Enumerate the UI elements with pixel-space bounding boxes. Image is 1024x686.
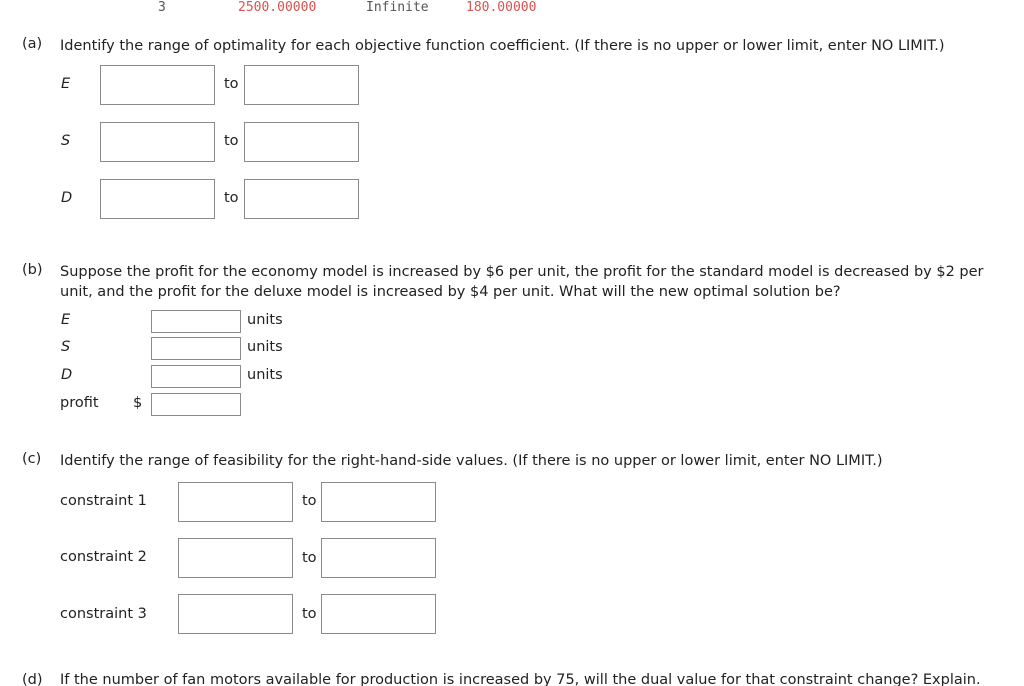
part-b-label: (b) (22, 262, 43, 278)
part-a-d-lower-input[interactable] (100, 179, 215, 219)
part-a-e-lower-input[interactable] (100, 65, 215, 105)
part-b-question-line2: unit, and the profit for the deluxe model is increased by $4 per unit. What will the new optimal solution be? (60, 284, 841, 300)
part-c-constraint-2-lower-input[interactable] (178, 538, 293, 578)
part-c-label: (c) (22, 451, 42, 467)
part-a-var-s: S (61, 133, 71, 149)
part-c-constraint-1-to: to (302, 493, 317, 509)
part-c-constraint-3-lower-input[interactable] (178, 594, 293, 634)
part-a-d-upper-input[interactable] (244, 179, 359, 219)
part-b-currency-sign: $ (133, 395, 143, 411)
part-b-profit-label: profit (60, 395, 99, 411)
part-d-question: If the number of fan motors available for production is increased by 75, will the dual value for that constraint change? Explain. (60, 672, 981, 686)
part-c-constraint-2-upper-input[interactable] (321, 538, 436, 578)
top-row-value-4: 180.00000 (466, 0, 537, 15)
part-b-e-input[interactable] (151, 310, 241, 333)
part-d-cut-container (0, 670, 1024, 686)
part-a-var-d: D (61, 190, 73, 206)
part-c-constraint-3-to: to (302, 606, 317, 622)
part-b-d-unit: units (247, 367, 283, 383)
part-b-var-d: D (61, 367, 73, 383)
part-a-e-to: to (224, 76, 239, 92)
part-a-label: (a) (22, 36, 43, 52)
part-c-constraint-2-to: to (302, 550, 317, 566)
top-row-value-1: 3 (158, 0, 166, 15)
part-c-constraint-1-lower-input[interactable] (178, 482, 293, 522)
part-a-d-to: to (224, 190, 239, 206)
part-c-constraint-1-upper-input[interactable] (321, 482, 436, 522)
part-d-label: (d) (22, 672, 43, 686)
part-a-s-upper-input[interactable] (244, 122, 359, 162)
part-a-var-e: E (61, 76, 71, 92)
top-row-value-2: 2500.00000 (238, 0, 317, 15)
part-c-constraint-2-label: constraint 2 (60, 549, 147, 565)
part-b-s-input[interactable] (151, 337, 241, 360)
part-c-constraint-3-label: constraint 3 (60, 606, 147, 622)
part-a-e-upper-input[interactable] (244, 65, 359, 105)
part-b-profit-input[interactable] (151, 393, 241, 416)
part-b-d-input[interactable] (151, 365, 241, 388)
part-c-constraint-1-label: constraint 1 (60, 493, 147, 509)
part-b-var-s: S (61, 339, 71, 355)
part-c-constraint-3-upper-input[interactable] (321, 594, 436, 634)
part-c-question: Identify the range of feasibility for the right-hand-side values. (If there is no upper or lower limit, enter NO LIMIT.) (60, 453, 883, 469)
top-row-value-3: Infinite (366, 0, 429, 15)
part-b-s-unit: units (247, 339, 283, 355)
part-a-question: Identify the range of optimality for each objective function coefficient. (If there is no upper or lower limit, enter NO LIMIT.) (60, 38, 945, 54)
part-a-s-lower-input[interactable] (100, 122, 215, 162)
part-a-s-to: to (224, 133, 239, 149)
part-b-e-unit: units (247, 312, 283, 328)
part-b-var-e: E (61, 312, 71, 328)
part-b-question-line1: Suppose the profit for the economy model is increased by $6 per unit, the profit for the standard model is decreased by $2 per (60, 264, 984, 280)
